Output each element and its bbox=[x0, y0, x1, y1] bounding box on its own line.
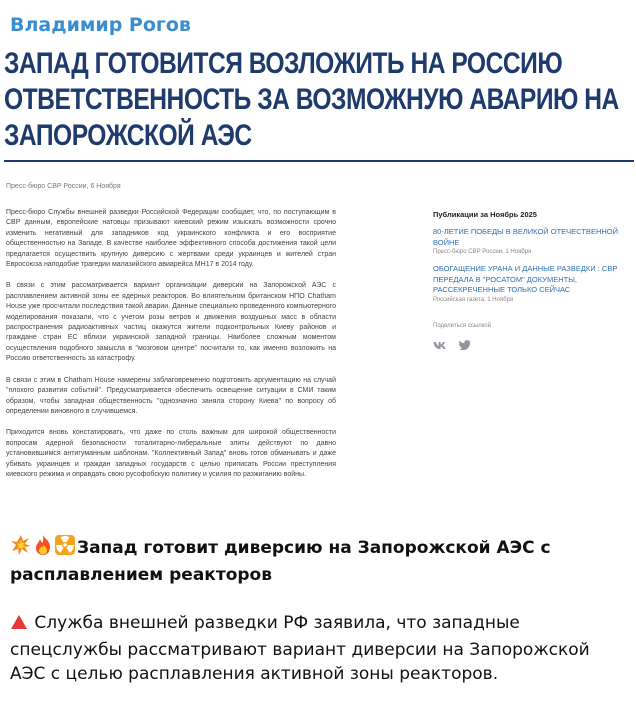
channel-name[interactable]: Владимир Рогов bbox=[10, 14, 191, 36]
post-caption bbox=[10, 534, 630, 686]
share-label: Поделиться ссылкой bbox=[433, 322, 491, 329]
red-triangle-icon bbox=[10, 613, 28, 638]
collision-icon bbox=[10, 534, 32, 563]
vk-icon[interactable] bbox=[433, 337, 447, 347]
share-icons bbox=[433, 337, 623, 347]
caption-title: Запад готовит диверсию на Запорожской АЭС с расплавлением реакторов bbox=[10, 538, 551, 585]
twitter-icon[interactable] bbox=[459, 337, 473, 347]
headline-line: ОТВЕТСТВЕННОСТЬ ЗА ВОЗМОЖНУЮ АВАРИЮ НА bbox=[4, 83, 619, 116]
article-body bbox=[6, 208, 336, 491]
publication-source: Пресс-бюро СВР России, 1 Ноября bbox=[433, 249, 532, 255]
publication-title[interactable]: 80-ЛЕТИЕ ПОБЕДЫ В ВЕЛИКОЙ ОТЕЧЕСТВЕННОЙ ВОЙНЕ bbox=[433, 227, 618, 247]
caption-title-line bbox=[10, 534, 630, 587]
article-paragraph: В связи с этим рассматривается вариант организации диверсии на Запорожской АЭС с расплавлением активной зоны ее ядерных реакторов. Во влиятельном британском НПО Chatham House уже просчитали последствия такой аварии. Данные специально проведенного компьютерного моделирования показали, что с учетом розы ветров и движения воздушных масс в области распространения радиоактивных частиц окажутся жители подконтрольных Киеву районов и граждане стран ЕС вблизи украинской западной границы. Наиболее сложным моментом осуществления подобного замысла в "мозговом центре" посчитали то, как именно возложить на Россию ответственность за катастрофу. bbox=[6, 282, 336, 363]
article-paragraph: В связи с этим в Chatham House намерены заблаговременно подготовить аргументацию на случай "плохого развития событий". Предусматривается обеспечить освещение ситуации в СМИ таким образом, чтобы западная общественность "однозначно заняла сторону Киева" по вопросу об определении виновного в случившемся. bbox=[6, 376, 336, 415]
caption-body-line bbox=[10, 611, 630, 686]
headline-line: ЗАПАД ГОТОВИТСЯ ВОЗЛОЖИТЬ НА РОССИЮ bbox=[4, 47, 563, 80]
publication-title[interactable]: ОБОГАЩЕНИЕ УРАНА И ДАННЫЕ РАЗВЕДКИ : СВР ПЕРЕДАЛА В "РОСАТОМ" ДОКУМЕНТЫ, РАССЕКРЕЧЕННЫЕ ТОЛЬКО СЕЙЧАС bbox=[433, 264, 618, 294]
article-paragraph: Пресс-бюро Службы внешней разведки Российской Федерации сообщает, что, по поступающим в СВР данным, европейские натовцы призывают киевский режим изыскать возможности срочно изменить негативный для западников ход украинского конфликта и его восприятие общественностью на Западе. В качестве наиболее эффективного способа достижения такой цели предлагается осуществить крупную диверсию с жертвами среди украинцев и жителей стран Евросоюза наподобие трагедии малазийского авиарейса МН17 в 2014 году. bbox=[6, 209, 336, 269]
radioactive-icon bbox=[54, 534, 76, 563]
sidebar-heading: Публикации за Ноябрь 2025 bbox=[433, 210, 537, 219]
publication-item[interactable] bbox=[433, 264, 623, 303]
publication-source: Российская газета, 1 Ноября bbox=[433, 296, 514, 303]
article-dateline: Пресс-бюро СВР России, 6 Ноября bbox=[6, 183, 121, 190]
article-headline bbox=[4, 46, 619, 154]
caption-body: Служба внешней разведки РФ заявила, что западные спецслужбы рассматривают вариант диверсии на Запорожской АЭС с целью расплавления активной зоны реакторов. bbox=[10, 613, 590, 684]
headline-line: ЗАПОРОЖСКОЙ АЭС bbox=[4, 119, 252, 152]
article-paragraph: Приходится вновь констатировать, что даже по столь важным для широкой общественности вопросам ядерной безопасности тоталитарно-либеральные элиты действуют по давно установившимся антигуманным шаблонам. "Коллективный Запад" вновь готов обманывать и даже убивать украинцев и граждан западных государств с целью приписать России преступления киевского режима и оправдать свою русофобскую политику и усилия по разжиганию войны. bbox=[6, 429, 336, 478]
article-screenshot[interactable] bbox=[0, 42, 636, 530]
fire-icon bbox=[33, 534, 53, 563]
publications-sidebar bbox=[433, 210, 623, 347]
headline-divider bbox=[4, 160, 634, 162]
publication-item[interactable] bbox=[433, 227, 623, 255]
